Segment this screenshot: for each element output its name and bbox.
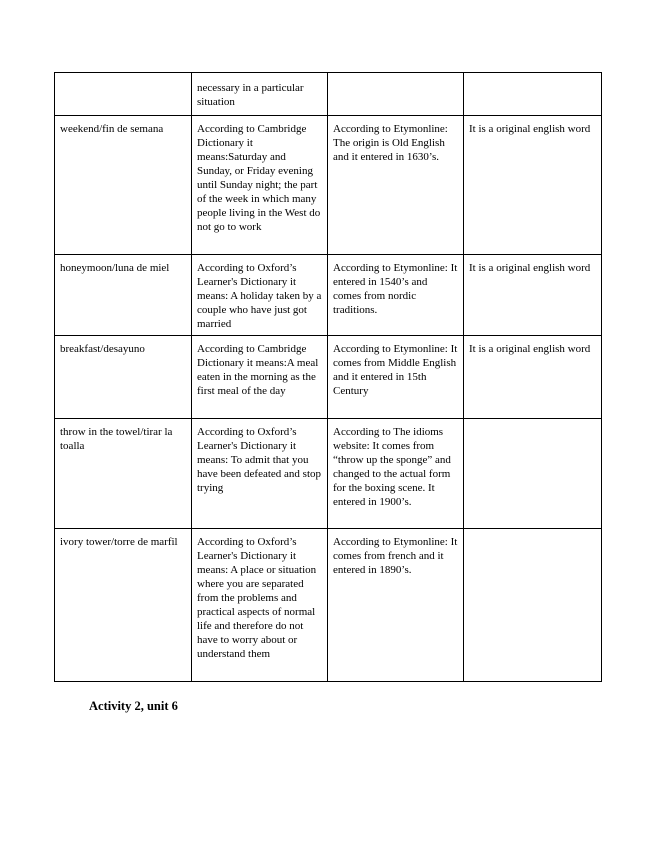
- table-row: [55, 116, 602, 255]
- term-cell: breakfast/desayuno: [55, 336, 192, 419]
- table-row: [55, 419, 602, 529]
- definition-cell: According to Oxford’s Learner's Dictionary it means: A holiday taken by a couple who have just got married: [192, 255, 328, 336]
- definition-cell: necessary in a particular situation: [192, 73, 328, 116]
- term-cell: throw in the towel/tirar la toalla: [55, 419, 192, 529]
- note-cell: [464, 73, 602, 116]
- origin-cell: According to Etymonline: The origin is Old English and it entered in 1630’s.: [328, 116, 464, 255]
- term-cell: weekend/fin de semana: [55, 116, 192, 255]
- note-cell: It is a original english word: [464, 116, 602, 255]
- term-cell: [55, 73, 192, 116]
- definition-cell: According to Oxford’s Learner's Dictionary it means: A place or situation where you are separated from the problems and practical aspects of normal life and therefore do not have to worry about or understand them: [192, 529, 328, 682]
- definition-cell: According to Cambridge Dictionary it means:Saturday and Sunday, or Friday evening until Sunday night; the part of the week in which many people living in the West do not go to work: [192, 116, 328, 255]
- definition-cell: According to Oxford’s Learner's Dictionary it means: To admit that you have been defeated and stop trying: [192, 419, 328, 529]
- table-row: [55, 255, 602, 336]
- term-cell: honeymoon/luna de miel: [55, 255, 192, 336]
- note-cell: It is a original english word: [464, 336, 602, 419]
- table-row: [55, 73, 602, 116]
- origin-cell: According to Etymonline: It entered in 1540’s and comes from nordic traditions.: [328, 255, 464, 336]
- note-cell: It is a original english word: [464, 255, 602, 336]
- table-row: [55, 529, 602, 682]
- definition-cell: According to Cambridge Dictionary it means:A meal eaten in the morning as the first meal of the day: [192, 336, 328, 419]
- note-cell: [464, 529, 602, 682]
- section-heading: Activity 2, unit 6: [89, 699, 178, 713]
- note-cell: [464, 419, 602, 529]
- origin-cell: According to Etymonline: It comes from Middle English and it entered in 15th Century: [328, 336, 464, 419]
- vocabulary-table: [54, 72, 602, 682]
- term-cell: ivory tower/torre de marfil: [55, 529, 192, 682]
- origin-cell: According to The idioms website: It comes from “throw up the sponge” and changed to the actual form for the boxing scene. It entered in 1900’s.: [328, 419, 464, 529]
- table-row: [55, 336, 602, 419]
- origin-cell: According to Etymonline: It comes from french and it entered in 1890’s.: [328, 529, 464, 682]
- origin-cell: [328, 73, 464, 116]
